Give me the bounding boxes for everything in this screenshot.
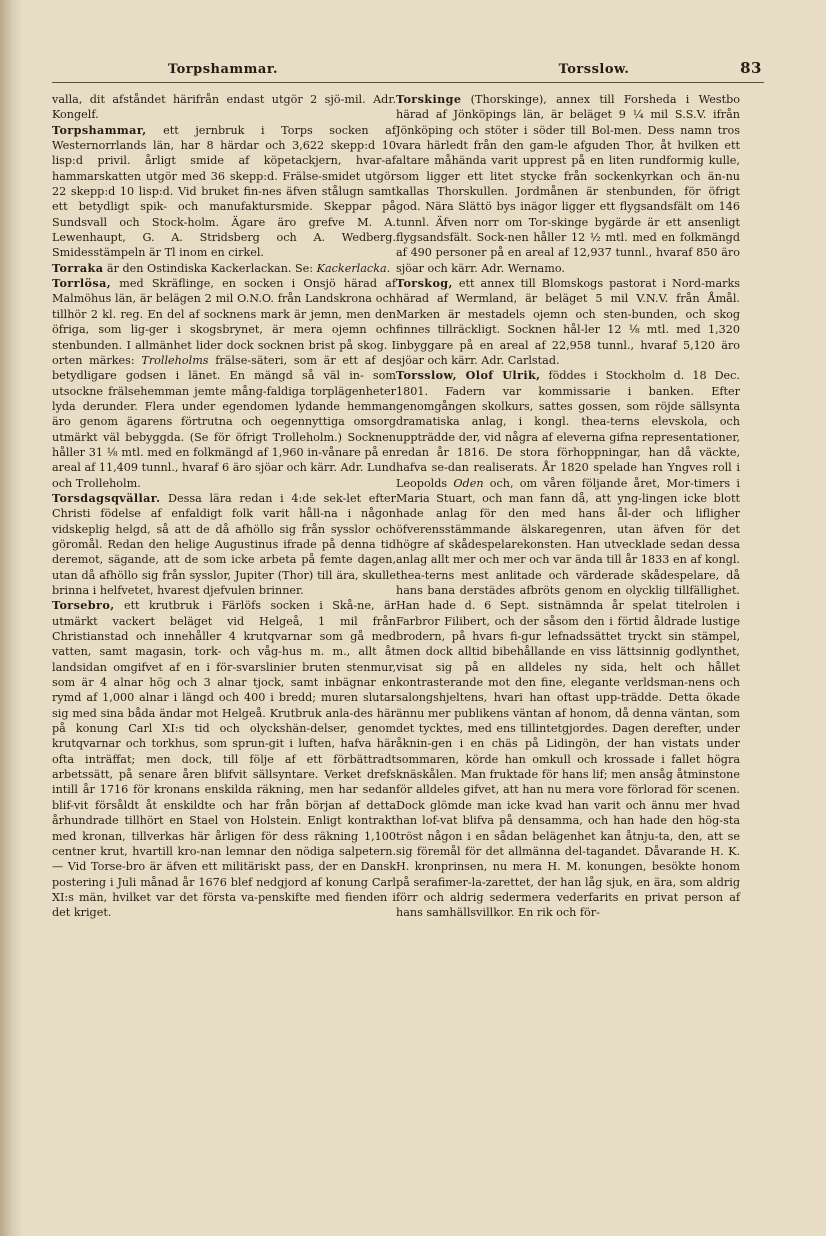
entry-headword: Torpshammar, bbox=[52, 122, 147, 137]
header-rule bbox=[52, 82, 764, 83]
entry-torsebro bbox=[52, 598, 396, 920]
entry-headword: Torsslow, Olof Ulrik, bbox=[396, 368, 541, 383]
entry-headword: Torskinge bbox=[396, 92, 462, 106]
entry-torraka bbox=[52, 261, 396, 276]
entry-continuation bbox=[52, 92, 396, 123]
page-edge bbox=[0, 0, 22, 1236]
entry-torsdagsqvallar bbox=[52, 491, 396, 598]
entry-headword: Torskog, bbox=[396, 276, 453, 291]
entry-text: valla, dit afståndet härifrån endast utgör 2 sjö-mil. Adr. Kongelf. bbox=[52, 93, 396, 122]
entry-text: är den Ostindiska Kackerlackan. Se: bbox=[103, 261, 317, 275]
entry-torskog bbox=[396, 276, 740, 368]
entry-headword: Torrlösa, bbox=[52, 276, 112, 291]
entry-italic-name: Trolleholms bbox=[141, 353, 209, 367]
left-column bbox=[52, 92, 396, 921]
running-head-left: Torpshammar. bbox=[167, 62, 279, 77]
entry-text: med Skräflinge, en socken i Onsjö härad af Malmöhus län, är belägen 2 mil O.N.O. från Landskrona och tillhör 2 kl. reg. En del af socknens mark är jemn, men den öfriga, som lig-ger i skogsbrynet, är mera ojemn och stenbunden. I allmänhet lider dock socknen brist på skog. I orten märkes: bbox=[52, 277, 396, 367]
entry-headword: Torsdagsqvällar. bbox=[52, 490, 161, 505]
entry-headword: Torraka bbox=[52, 260, 104, 275]
entry-headword: Torsebro, bbox=[52, 598, 115, 613]
entry-text-tail: frälse-säteri, som är ett af de betydligare godsen i länet. En mängd så väl in- som utsockne frälsehemman jemte mång-faldiga torplägenheter lyda derunder. Flera under egendomen lydande hemman äro genom ägarens förtrutna och oegennyttiga omsorg utmärkt väl bebyggda. (Se för öfrigt Trolleholm.) Socknen håller 31 ⅛ mtl. med en folkmängd af 1,960 in-vånare på en areal af 11,409 tunnl., hvaraf 6 äro sjöar och kärr. Adr. Lund och Trolleholm. bbox=[52, 353, 396, 490]
entry-text: Dessa lära redan i 4:de sek-let efter Christi födelse af enfaldigt folk varit håll-na i någon vidskeplig helgd, så att de då afhöllo sig från sysslor och göromål. Redan den helige Augustinus ifrade på denna tid deremot, sägande, att de som icke arbeta på femte dagen, utan då afhöllo sig från sysslor, Jupiter (Thor) till ära, skulle brinna i helfvetet, hvarest djefvulen brinner. bbox=[52, 491, 396, 597]
entry-text: ett jernbruk i Torps socken af Westernorrlands län, har 8 härdar och 3,622 skepp:d 10 lisp:d privil. årligt smide af köpetackjern, hvar-af hammarskatten utgör med 36 skepp:d. Frälse-smidet utgör 22 skepp:d 10 lisp:d. Vid bruket fin-nes äfven stålugn samt ett betydligt spik- och manufaktursmide. Skeppar på Sundsvall och Stock-holm. Ägare äro grefve M. A. Lewenhaupt, G. A. Stridsberg och A. Wedberg. Smidesstämpeln är Tl inom en cirkel. bbox=[52, 123, 396, 260]
entry-cross-reference: Kackerlacka. bbox=[316, 261, 391, 275]
entry-text-tail: och, om våren följande året, Mor-timers i Maria Stuart, och man fann då, att yng-lingen icke blott hade anlag för den med hans ål-der och lifligher öfverensstämmande älskaregenren, utan äfven för det högre af skådespelarekonsten. Han utvecklade sedan dessa anlag allt mer och mer och var ända till år 1833 en af kongl. thea-terns mest anlitade och värderade skådespelare, då hans bana derstädes afbröts genom en olycklig tillfällighet. Han hade d. 6 Sept. sistnämnda år spelat titelrolen i Farbror Filibert, och der såsom den i förtid åldrade lustige brodern, på hvars fi-gur lefnadssättet tryckt sin stämpel, men dock alltid bibehållande en viss lättsinnig godlynthet, visat sig på en alldeles ny sida, helt och hållet kontrasterande mot den fine, elegante verldsman-nens och salongshjeltens, hvari han oftast upp-trädde. Detta ökade ännu mer publikens väntan af honom, då denna väntan, som det tycktes, med ens tillintetgjordes. Dagen derefter, under åknin-gen i en chäs på Lidingön, der han vistats under sommaren, körde han omkull och krossade i fallet högra knäskålen. Man fruktade för hans lif; men ansåg åtminstone för alldeles gifvet, att han nu mera vore förlorad för scenen. Dock glömde man icke kvad han varit och ännu mer hvad han lof-vat blifva på densamma, och han hade den hög-sta tröst någon i en sådan belägenhet kan åtnju-ta, den, att se sig föremål för det allmänna del-tagandet. Dåvarande H. K. H. kronprinsen, nu mera H. M. konungen, besökte honom på serafimer-la-zarettet, der han låg sjuk, en ära, som aldrig förr och aldrig sedermera vederfarits en privat person af hans samhällsvillkor. En rik och för- bbox=[396, 476, 740, 920]
entry-torskinge bbox=[396, 92, 740, 276]
entry-text: ett annex till Blomskogs pastorat i Nord-marks härad af Wermland, är beläget 5 mil V.N.V. från Åmål. Marken är mestadels ojemn och sten-bunden, och skog finnes tillräckligt. Socknen hål-ler 12 ⅛ mtl. med 1,320 inbyggare på en areal af 22,958 tunnl., hvaraf 5,120 äro sjöar och kärr. Adr. Carlstad. bbox=[396, 277, 740, 367]
running-head-right: Torsslow. bbox=[558, 62, 630, 77]
entry-italic-title: Oden bbox=[453, 476, 484, 490]
entry-text: ett krutbruk i Färlöfs socken i Skå-ne, är utmärkt vackert beläget vid Helgeå, 1 mil från Christianstad och innehåller 4 krutqvarnar som gå med vatten, samt magasin, tork- och våg-hus m. m., allt åt landsidan omgifvet af en i för-svarslinier bruten stenmur, som är 4 alnar hög och 3 alnar tjock, samt inbägnar en rymd af 1,000 alnar i längd och 400 i bredd; muren slutar sig med sina båda ändar mot Helgeå. Krutbruk anla-des här på konung Carl XI:s tid och olyckshän-delser, genom krutqvarnar och torkhus, som sprun-git i luften, hafva här ofta inträffat; men dock, till följe af ett förbättradt arbetssätt, på senare åren blifvit sällsyntare. Verket drefs intill år 1716 för kronans enskilda räkning, men har sedan blif-vit försåldt åt enskildte och har från början af detta århundrade tillhört en Stael von Holstein. Enligt kontrakt med kronan, tillverkas här årligen för dess räkning 1,100 centner krut, hvartill kro-nan lemnar den nödiga salpetern. — Vid Torse-bro är äfven ett militäriskt pass, der en Dansk postering i Juli månad år 1676 blef nedgjord af konung Carl XI:s män, hvilket var det första va-penskifte med fienden i det kriget. bbox=[52, 599, 396, 920]
entry-torsslow bbox=[396, 368, 740, 920]
entry-text: (Thorskinge), annex till Forsheda i Westbo härad af Jönköpings län, är beläget 9 ¼ mil S.S.V. ifrån Jönköping och stöter i söder till Bol-men. Dess namn tros vara härledt från den gam-le afguden Thor, åt hvilken ett altare måhända varit upprest på en liten rundformig kulle, som ligger ett litet stycke från sockenkyrkan och än-nu kallas Thorskullen. Jordmånen är stenbunden, för öfrigt god. Nära Slättö bys inägor ligger ett flygsandsfält om 146 tunnl. Äfven norr om Tor-skinge bygärde är ett ansenligt flygsandsfält. Sock-nen håller 12 ½ mtl. med en folkmängd af 490 personer på en areal af 12,937 tunnl., hvaraf 850 äro sjöar och kärr. Adr. Wernamo. bbox=[396, 93, 740, 275]
page-number: 83 bbox=[740, 59, 762, 77]
entry-torpshammar bbox=[52, 123, 396, 261]
entry-text: föddes i Stockholm d. 18 Dec. 1801. Fadern var kommissarie i banken. Efter genomgången skolkurs, sattes gossen, som röjde sällsynta dramatiska anlag, i kongl. thea-terns elevskola, och uppträdde der, vid några af eleverna gifna representationer, redan år 1816. De stora förhoppningar, han då väckte, hafva se-dan realiserats. År 1820 spelade han Yngves roll i Leopolds bbox=[396, 369, 740, 490]
entry-torrlosa bbox=[52, 276, 396, 491]
right-column bbox=[396, 92, 740, 921]
